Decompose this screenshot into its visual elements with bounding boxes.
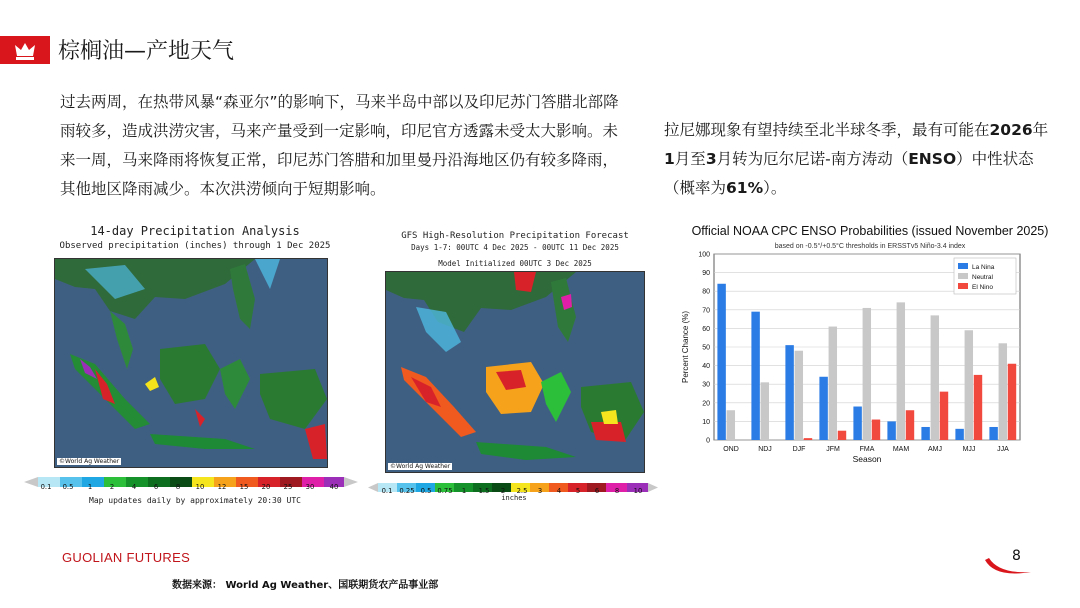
bar-el-nino [804, 438, 812, 440]
enso-chart [670, 250, 1060, 465]
bar-la-nina [819, 377, 827, 440]
bar-neutral [863, 308, 871, 440]
map1-cbar-label: 20 [261, 483, 271, 491]
bar-el-nino [940, 392, 948, 440]
map2-cbar-label: 6 [594, 487, 600, 495]
map1-footer: Map updates daily by approximately 20:30 UTC [89, 496, 301, 505]
map2-subtitle: Days 1-7: 00UTC 4 Dec 2025 - 00UTC 11 Dec 2025 [411, 243, 619, 252]
bar-la-nina [717, 284, 725, 440]
map2-cbar-label: 10 [633, 487, 643, 495]
map2-colorbar [368, 477, 658, 486]
crown-icon [0, 36, 50, 64]
bar-el-nino [906, 410, 914, 440]
bar-la-nina [955, 429, 963, 440]
map1-cbar-label: 0.5 [62, 483, 74, 491]
map1-cbar-label: 6 [153, 483, 159, 491]
y-tick-label: 90 [702, 270, 710, 278]
y-tick-label: 10 [702, 418, 710, 426]
map2-cbar-label: 3 [537, 487, 543, 495]
chart-title: Official NOAA CPC ENSO Probabilities (issued November 2025) [691, 224, 1049, 238]
y-tick-label: 60 [702, 325, 710, 333]
map2-cbar-label: 5 [575, 487, 581, 495]
map1-title: 14-day Precipitation Analysis [90, 224, 300, 238]
x-tick-label: MAM [892, 446, 910, 453]
bar-neutral [965, 330, 973, 440]
y-tick-label: 0 [706, 437, 710, 445]
bar-neutral [795, 351, 803, 440]
map2-cbar-label: 1 [461, 487, 467, 495]
brand-logo [62, 550, 190, 565]
x-tick-label: AMJ [928, 446, 942, 453]
x-tick-label: DJF [792, 446, 806, 453]
chart-subtitle: based on -0.5°/+0.5°C thresholds in ERSSTv5 Niño-3.4 index [774, 243, 966, 250]
map2-cbar-label: 0.75 [437, 487, 453, 495]
y-tick-label: 80 [702, 288, 710, 296]
bar-el-nino [872, 420, 880, 440]
map2-unit: inches [501, 494, 527, 502]
bar-el-nino [974, 375, 982, 440]
map2-cbar-label: 0.5 [420, 487, 432, 495]
map1-cbar-label: 4 [131, 483, 137, 491]
map2-title: GFS High-Resolution Precipitation Forecast [401, 231, 629, 241]
enso-commentary: 拉尼娜现象有望持续至北半球冬季，最有可能在2026年 1月至3月转为厄尔尼诺-南方涛动（ENSO）中性状态（概率为61%）。 [664, 121, 1049, 197]
map2-forecast-map [385, 271, 645, 473]
legend-label: El Nino [972, 284, 993, 291]
map2-cbar-label: 2.5 [516, 487, 528, 495]
bar-la-nina [887, 421, 895, 440]
bar-la-nina [751, 312, 759, 440]
map1-precipitation-map [54, 258, 328, 468]
map1-cbar-label: 15 [239, 483, 249, 491]
bar-neutral [829, 327, 837, 440]
x-tick-label: FMA [859, 446, 875, 453]
legend-swatch [958, 273, 968, 279]
map1-subtitle: Observed precipitation (inches) through 1 Dec 2025 [59, 241, 331, 251]
left-commentary: 过去两周，在热带风暴“森亚尔”的影响下，马来半岛中部以及印尼苏门答腊北部降雨较多，造成洪涝灾害，马来产量受到一定影响，印尼官方透露未受太大影响。未来一周，马来降雨将恢复正常，印尼苏门答腊和加里曼丹沿海地区仍有较多降雨，其他地区降雨减少。本次洪涝倾向于短期影响。 [60, 93, 619, 198]
data-source: 数据来源： World Ag Weather、国联期货农产品事业部 [172, 580, 439, 591]
map2-cbar-label: 0.25 [399, 487, 415, 495]
page-swoosh [985, 540, 1033, 580]
y-tick-label: 100 [698, 251, 710, 259]
x-tick-label: NDJ [758, 446, 772, 453]
map1-cbar-label: 10 [195, 483, 205, 491]
legend-label: Neutral [972, 274, 993, 281]
map2-watermark: ©World Ag Weather [390, 463, 451, 470]
y-tick-label: 30 [702, 381, 710, 389]
x-tick-label: JFM [826, 446, 840, 453]
bar-la-nina [989, 427, 997, 440]
map2-cbar-label: 4 [556, 487, 562, 495]
map1-cbar-label: 12 [217, 483, 227, 491]
enso-chart-svg [670, 250, 1060, 465]
map2-cbar-label: 2 [500, 487, 506, 495]
bar-la-nina [921, 427, 929, 440]
map1-cbar-label: 30 [305, 483, 315, 491]
bar-el-nino [838, 431, 846, 440]
map1-watermark: ©World Ag Weather [59, 458, 120, 465]
brand-name-b: FUTURES [126, 550, 191, 565]
map2-init-time: Model Initialized 00UTC 3 Dec 2025 [438, 259, 592, 268]
y-tick-label: 50 [702, 344, 710, 352]
y-tick-label: 40 [702, 363, 710, 371]
bar-la-nina [853, 407, 861, 440]
map1-cbar-label: 2 [109, 483, 115, 491]
bar-neutral [931, 315, 939, 440]
page-number: 8 [1012, 548, 1021, 564]
map1-colorbar [24, 472, 358, 482]
x-tick-label: JJA [997, 446, 1009, 453]
map1-colorbar-labels [24, 483, 358, 493]
y-tick-label: 70 [702, 307, 710, 315]
legend-swatch [958, 283, 968, 289]
legend-label: La Nina [972, 264, 995, 271]
x-tick-label: OND [723, 446, 739, 453]
title-accent-bar [0, 36, 50, 64]
x-axis-label: Season [852, 454, 882, 464]
map2-cbar-label: 8 [614, 487, 620, 495]
x-tick-label: MJJ [962, 446, 976, 453]
y-tick-label: 20 [702, 400, 710, 408]
brand-name-a: GUOLIAN [62, 550, 123, 565]
map1-cbar-label: 8 [175, 483, 181, 491]
bar-la-nina [785, 345, 793, 440]
legend-swatch [958, 263, 968, 269]
map2-cbar-label: 0.1 [381, 487, 393, 495]
page-title: 棕榈油—产地天气 [58, 39, 235, 64]
bar-neutral [727, 410, 735, 440]
map1-cbar-label: 1 [87, 483, 93, 491]
bar-neutral [897, 302, 905, 440]
map1-cbar-label: 0.1 [40, 483, 52, 491]
map1-cbar-label: 25 [283, 483, 293, 491]
bar-el-nino [1008, 364, 1016, 440]
map2-cbar-label: 1.5 [478, 487, 490, 495]
bar-neutral [999, 343, 1007, 440]
bar-neutral [761, 382, 769, 440]
y-axis-label: Percent Chance (%) [681, 310, 690, 384]
map1-cbar-label: 40 [329, 483, 339, 491]
